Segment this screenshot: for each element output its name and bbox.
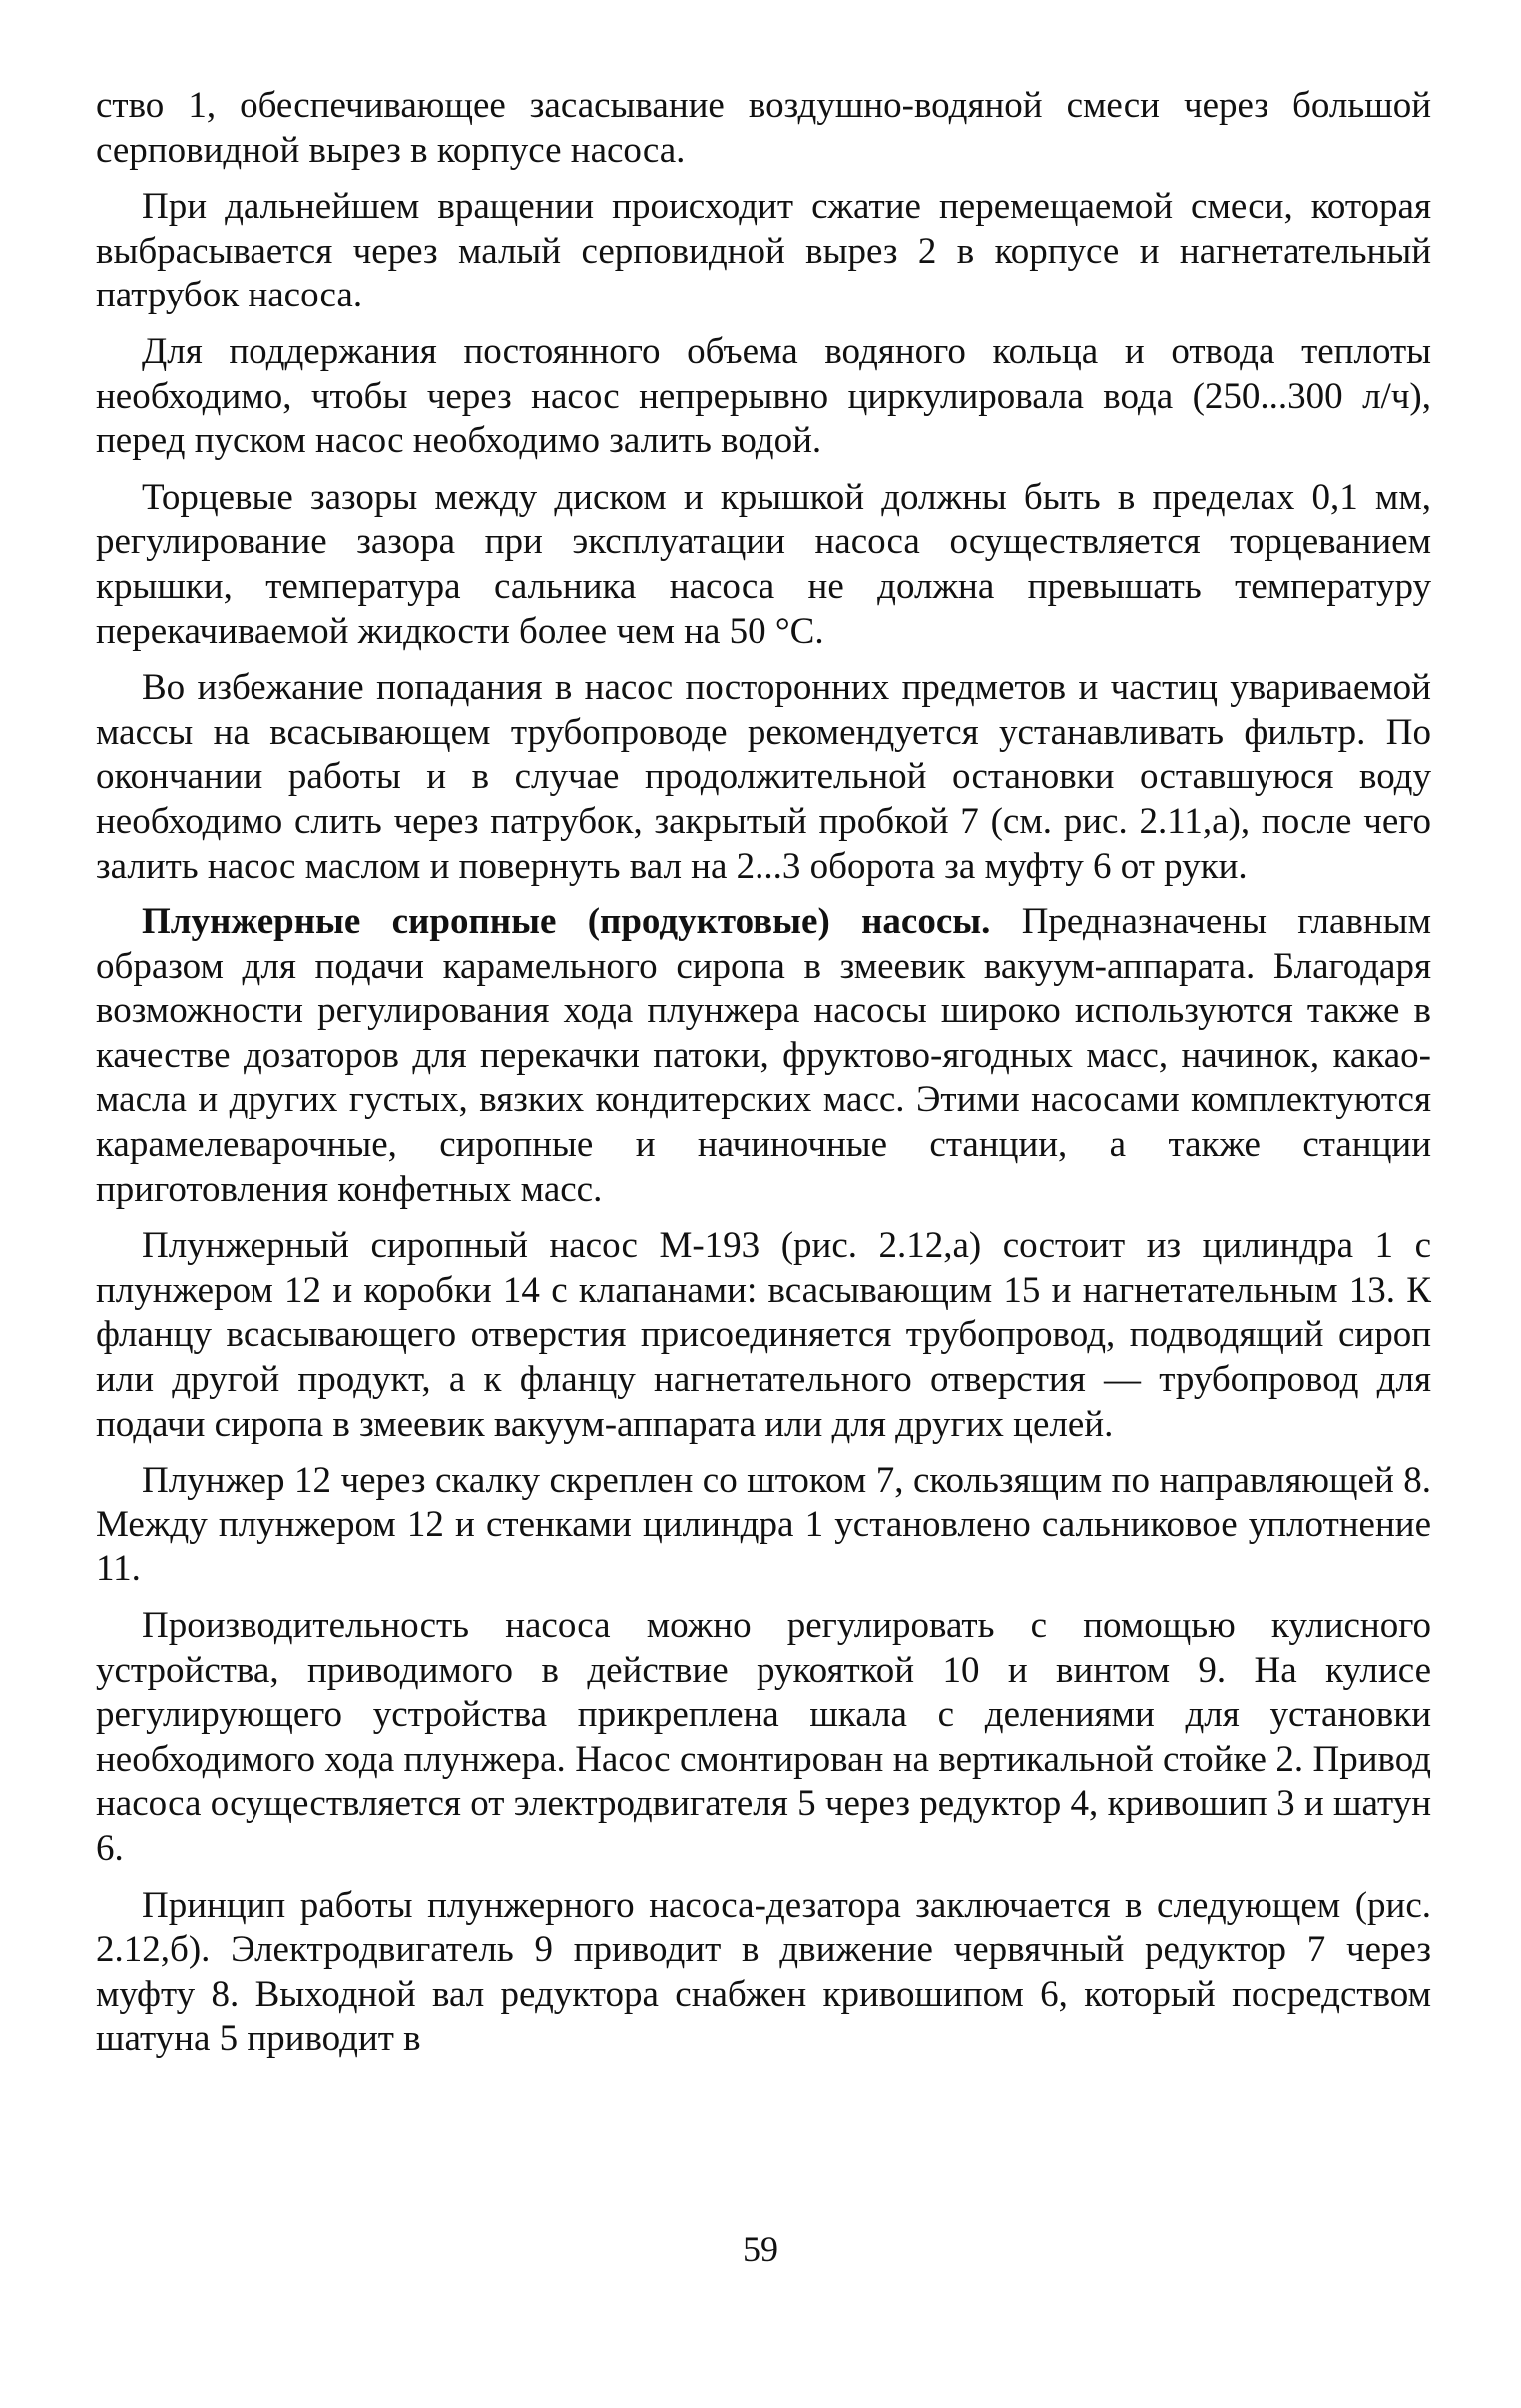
section-heading: Плунжерные сиропные (продуктовые) насосы. [142, 902, 991, 943]
paragraph-2: При дальнейшем вращении происходит сжатие перемещаемой смеси, которая выбрасывается через малый серповидной вырез 2 в корпусе и нагнетательный патрубок насоса. [96, 186, 1431, 316]
page-text [96, 84, 1431, 2074]
paragraph-7: Плунжерный сиропный насос М-193 (рис. 2.12,а) состоит из цилиндра 1 с плунжером 12 и коробки 14 с клапанами: всасывающим 15 и нагнетательным 13. К фланцу всасывающего отверстия присоединяется трубопровод, подводящий сироп или другой продукт, а к фланцу нагнетательного отверстия — трубопровод для подачи сиропа в змеевик вакуум-аппарата или для других целей. [96, 1225, 1431, 1445]
section-heading-body: Предназначены главным образом для подачи карамельного сиропа в змеевик вакуум-аппарата. Благодаря возможности регулирования хода плунжера насосы широко используются также в качестве дозаторов для перекачки патоки, фруктово-ягодных масс, начинок, какао-масла и других густых, вязких кондитерских масс. Этими насосами комплектуются карамелеварочные, сиропные и начиночные станции, а также станции приготовления конфетных масс. [96, 902, 1431, 1210]
page-number: 59 [743, 2229, 778, 2269]
paragraph-1: ство 1, обеспечивающее засасывание воздушно-водяной смеси через большой серповидной вырез в корпусе насоса. [96, 85, 1431, 171]
paragraph-3: Для поддержания постоянного объема водяного кольца и отвода теплоты необходимо, чтобы через насос непрерывно циркулировала вода (250...300 л/ч), перед пуском насос необходимо залить водой. [96, 330, 1431, 462]
paragraph-4: Торцевые зазоры между диском и крышкой должны быть в пределах 0,1 мм, регулирование зазора при эксплуатации насоса осуществляется торцеванием крышки, температура сальника насоса не должна превышать температуру перекачиваемой жидкости более чем на 50 °С. [96, 476, 1431, 652]
paragraph-10: Принцип работы плунжерного насоса-дезатора заключается в следующем (рис. 2.12,б). Электродвигатель 9 приводит в движение червячный редуктор 7 через муфту 8. Выходной вал редуктора снабжен кривошипом 6, который посредством шатуна 5 приводит в [96, 1884, 1431, 2060]
paragraph-5: Во избежание попадания в насос посторонних предметов и частиц увариваемой массы на всасывающем трубопроводе рекомендуется устанавливать фильтр. По окончании работы и в случае продолжительной остановки оставшуюся воду необходимо слить через патрубок, закрытый пробкой 7 (см. рис. 2.11,а), после чего залить насос маслом и повернуть вал на 2...3 оборота за муфту 6 от руки. [96, 667, 1431, 887]
paragraph-6 [96, 901, 1431, 1212]
paragraph-8: Плунжер 12 через скалку скреплен со штоком 7, скользящим по направляющей 8. Между плунжером 12 и стенками цилиндра 1 установлено сальниковое уплотнение 11. [96, 1460, 1431, 1590]
paragraph-9: Производительность насоса можно регулировать с помощью кулисного устройства, приводимого в действие рукояткой 10 и винтом 9. На кулисе регулирующего устройства прикреплена шкала с делениями для установки необходимого хода плунжера. Насос смонтирован на вертикальной стойке 2. Привод насоса осуществляется от электродвигателя 5 через редуктор 4, кривошип 3 и шатун 6. [96, 1605, 1431, 1869]
